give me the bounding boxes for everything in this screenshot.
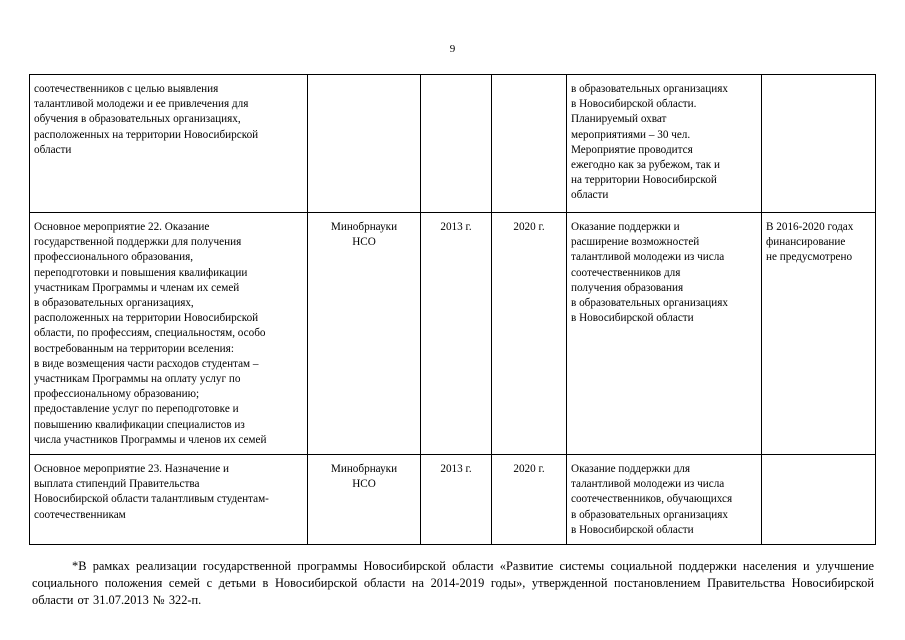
measure-start-year: 2013 г.	[421, 213, 492, 455]
measure-note: В 2016-2020 годах финансирование не предусмотрено	[762, 213, 876, 455]
measure-end-year: 2020 г.	[492, 455, 567, 545]
measure-start-year: 2013 г.	[421, 455, 492, 545]
measure-description: Основное мероприятие 22. Оказание государственной поддержки для получения профессионального образования, переподготовки и повышения квалификации участникам Программы и членам их семей в образовательных организациях, расположенных на территории Новосибирской области, по профессиям, специальностям, особо востребованным на территории вселения: в виде возмещения части расходов студентам – участникам Программы на оплату услуг по профессиональному образованию; предоставление услуг по переподготовке и повышению квалификации специалистов из числа участников Программы и членов их семей	[30, 213, 308, 455]
measure-result: в образовательных организациях в Новосибирской области. Планируемый охват мероприятиями – 30 чел. Мероприятие проводится ежегодно как за рубежом, так и на территории Новосибирской области	[567, 75, 762, 213]
measure-description: соотечественников с целью выявления талантливой молодежи и ее привлечения для обучения в образовательных организациях, расположенных на территории Новосибирской области	[30, 75, 308, 213]
measure-result: Оказание поддержки для талантливой молодежи из числа соотечественников, обучающихся в образовательных организациях в Новосибирской области	[567, 455, 762, 545]
table-row	[30, 455, 876, 545]
page-number: 9	[449, 43, 456, 55]
measure-executor	[308, 75, 421, 213]
measure-end-year: 2020 г.	[492, 213, 567, 455]
measure-executor: Минобрнауки НСО	[308, 455, 421, 545]
measure-result: Оказание поддержки и расширение возможностей талантливой молодежи из числа соотечественников для получения образования в образовательных организациях в Новосибирской области	[567, 213, 762, 455]
measure-note	[762, 75, 876, 213]
measure-description: Основное мероприятие 23. Назначение и выплата стипендий Правительства Новосибирской области талантливым студентам- соотечественникам	[30, 455, 308, 545]
table-row	[30, 213, 876, 455]
measure-start-year	[421, 75, 492, 213]
measure-end-year	[492, 75, 567, 213]
measure-executor: Минобрнауки НСО	[308, 213, 421, 455]
footnote: *В рамках реализации государственной программы Новосибирской области «Развитие системы социальной поддержки населения и улучшение социального положения семей с детьми в Новосибирской области на 2014-2019 годы», утвержденной постановлением Правительства Новосибирской области от 31.07.2013 № 322-п.	[32, 559, 874, 608]
measures-table	[29, 74, 876, 545]
table-row	[30, 75, 876, 213]
measure-note	[762, 455, 876, 545]
